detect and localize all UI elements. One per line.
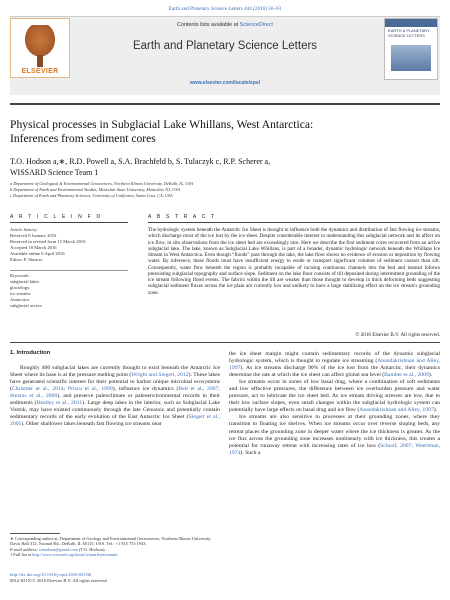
citation-link[interactable]: Wright and Siegert, 2012 bbox=[131, 372, 189, 379]
citation-link[interactable]: Bell et al., 2007; Stearns et al., 2008 bbox=[10, 386, 220, 400]
issn-line: 0012-821X/© 2016 Elsevier B.V. All rights reserved. bbox=[10, 577, 108, 583]
article-info-heading: A R T I C L E I N F O bbox=[10, 214, 103, 220]
journal-citation[interactable]: Earth and Planetary Science Letters 444 (2016) 56–63 bbox=[168, 6, 282, 12]
abstract-heading: A B S T R A C T bbox=[148, 214, 217, 220]
citation-link[interactable]: Siegert et al., 2001 bbox=[10, 414, 220, 428]
journal-cover-image[interactable] bbox=[384, 18, 438, 80]
keyword: ice streams bbox=[10, 290, 31, 296]
abstract-rule bbox=[148, 222, 440, 223]
keyword: subglacial access bbox=[10, 302, 42, 308]
author-list: T.O. Hodson a,∗, R.D. Powell a, S.A. Brachfeld b, S. Tulaczyk c, R.P. Scherer a, WISSARD Science Team 1 bbox=[10, 157, 271, 177]
info-rule bbox=[10, 222, 128, 223]
article-history: Article history: Received 8 January 2016 Received in revised form 15 March 2016 Accepted 18 March 2016 Available online 6 April 2016 Editor: P. Shearer bbox=[10, 227, 86, 262]
affiliation-c: c Department of Earth and Planetary Sciences, University of California, Santa Cruz, CA, USA bbox=[10, 193, 173, 198]
intro-paragraph-1: Roughly 400 subglacial lakes are currently thought to exist beneath the Antarctic Ice Sheet where its base is at the pressure melting point (Wright and Siegert, 2012). These lakes have generated scientific interest for their potential to harbor unique microbial ecosystems (Christner et al., 2014; Priscu et al., 1999), influence ice dynamics (Bell et al., 2007; Stearns et al., 2008), and preserve paleoclimate or paleoenvironmental records in their sediments (Bentley et al., 2011). Large deep lakes in the interior, such as Subglacial Lake Vostok, may have existed continuously through the late Cenozoic and potentially contain sedimentary records of the early evolution of the East Antarctic Ice Sheet (Siegert et al., 2001). Other shallower lakes beneath fast flowing ice streams near bbox=[10, 365, 220, 428]
doi-link[interactable]: http://dx.doi.org/10.1016/j.epsl.2016.03.036 bbox=[10, 572, 92, 577]
article-title: Physical processes in Subglacial Lake Whillans, West Antarctica: Inferences from sediment cores bbox=[10, 118, 314, 145]
left-column bbox=[10, 365, 220, 428]
keywords: Keywords: subglacial lakes glaciology ice streams Antarctica subglacial access bbox=[10, 273, 120, 308]
personnel-link[interactable]: http://www.wissard.org/about/wissard-personnel bbox=[32, 552, 118, 558]
corresponding-author-note: ∗ Corresponding author at: Department of Geology and Environmental Geosciences, Northern Illinois University, Davis Hall 312, Normal Rd., DeKalb, IL 60115, USA. Tel.: +1 815 753 1943. bbox=[10, 536, 212, 547]
sciencedirect-link[interactable]: ScienceDirect bbox=[239, 22, 273, 28]
cover-picture bbox=[391, 45, 431, 71]
intro-paragraph-2: Ice streams occur in zones of low basal drag, where a combination of soft sediments and low effective pressures, the difference between ice overburden pressure and water pressure, act to lubricate the ice sheet bed. As ice stream driving stresses are low, due to their low surface slopes, even small changes within the subglacial hydrologic system can potentially have large effects on basal drag and ice flow (Anandakrishnan and Alley, 1997). bbox=[229, 379, 440, 414]
personnel-note: 1 Full list at http://www.wissard.org/about/wissard-personnel. bbox=[10, 552, 119, 558]
doi-block bbox=[10, 572, 108, 583]
keyword: Antarctica bbox=[10, 296, 30, 302]
contents-line: Contents lists available at ScienceDirect bbox=[177, 22, 273, 28]
section-heading-introduction: 1. Introduction bbox=[10, 350, 51, 356]
affiliation-b: b Department of Earth and Environmental Studies, Montclair State University, Montclair, NJ, USA bbox=[10, 187, 181, 192]
intro-paragraph-3: Ice streams are also sensitive to processes at their grounding zones, where they transition to floating ice shelves. When ice streams occur over reverse sloping beds, any retreat places the grounding zone in deeper water where the ice thickness is greater. As the ice flux across the grounding zone increases nonlinearly with ice thickness, this creates a potential for runaway retreat with increasing rates of ice loss (Schoof, 2007; Weertman, 1974). Such a bbox=[229, 414, 440, 456]
journal-url-link[interactable]: www.elsevier.com/locate/epsl bbox=[189, 80, 261, 86]
keyword: subglacial lakes bbox=[10, 278, 40, 284]
publisher-name: ELSEVIER bbox=[21, 68, 59, 75]
abstract-text: The hydrologic system beneath the Antarctic Ice Sheet is thought to influence both the dynamics and distribution of fast flowing ice streams, which discharge most of the ice lost by the ice sheet. Despite considerable interest in understanding this subglacial network and its affect on ice flow, in situ observations from the ice sheet bed are exceedingly rare. Here we describe the first sediment cores recovered from an active subglacial lake. The lake, known as Subglacial Lake Whillans, is part of a broader, dynamic hydrologic network beneath the Whillans Ice Stream in West Antarctica. Even though “floods” pass through the lake, the lake floor shows no evidence of erosion or deposition by flowing water. By inference, these floods must have insufficient energy to erode or transport significant volumes of sediment coarser than silt. Consequently, water flow beneath the region is probably incapable of incising continuous channels into the bed and instead follows preexisting subglacial topography and surface slope. Sediment on the lake floor consists of till deposited during intermittent grounding of the ice stream following flood events. The fabrics within the till are weaker than those thought to develop in thick deforming beds suggesting subglacial sediment fluxes across the ice plain are currently low and unlikely to have a large stabilizing effect on the ice stream's grounding zone. bbox=[148, 227, 440, 296]
citation-link[interactable]: Anandakrishnan and Alley, 1997 bbox=[229, 358, 441, 372]
footnote-rule bbox=[10, 533, 60, 534]
journal-title: Earth and Planetary Science Letters bbox=[132, 40, 318, 52]
citation-link[interactable]: Schoof, 2007; Weertman, 1974 bbox=[229, 442, 440, 456]
copyright: © 2016 Elsevier B.V. All rights reserved. bbox=[355, 332, 440, 338]
affiliation-a: a Department of Geological & Environmental Geosciences, Northern Illinois University, DeKalb, IL, USA bbox=[10, 181, 194, 186]
email-note: E-mail address: tohodson@gmail.com (T.O. Hodson). bbox=[10, 546, 106, 552]
citation-link[interactable]: Anandakrishnan and Alley, 1997 bbox=[359, 407, 434, 414]
header-divider bbox=[10, 103, 440, 105]
citation-link[interactable]: Bentley et al., 2011 bbox=[36, 400, 83, 407]
front-matter-rule bbox=[10, 342, 440, 343]
footnotes bbox=[10, 536, 220, 558]
right-column bbox=[229, 351, 440, 457]
citation-link[interactable]: Christner et al., 2014; Priscu et al., 1999 bbox=[11, 386, 113, 393]
email-link[interactable]: tohodson@gmail.com bbox=[39, 546, 78, 552]
citation-link[interactable]: Bamber et al., 2009 bbox=[384, 372, 429, 379]
intro-paragraph-1-cont: the ice sheet margin might contain sedimentary records of the dynamic subglacial hydrologic system, which is thought to regulate ice streaming (Anandakrishnan and Alley, 1997). As ice streams discharge 90% of the ice lost from the Antarctic, their dynamics determine the rate at which the ice sheet can affect global sea level (Bamber et al., 2009). bbox=[229, 351, 441, 379]
cover-title: EARTH & PLANETARY SCIENCE LETTERS bbox=[388, 28, 430, 38]
keyword: glaciology bbox=[10, 284, 30, 290]
